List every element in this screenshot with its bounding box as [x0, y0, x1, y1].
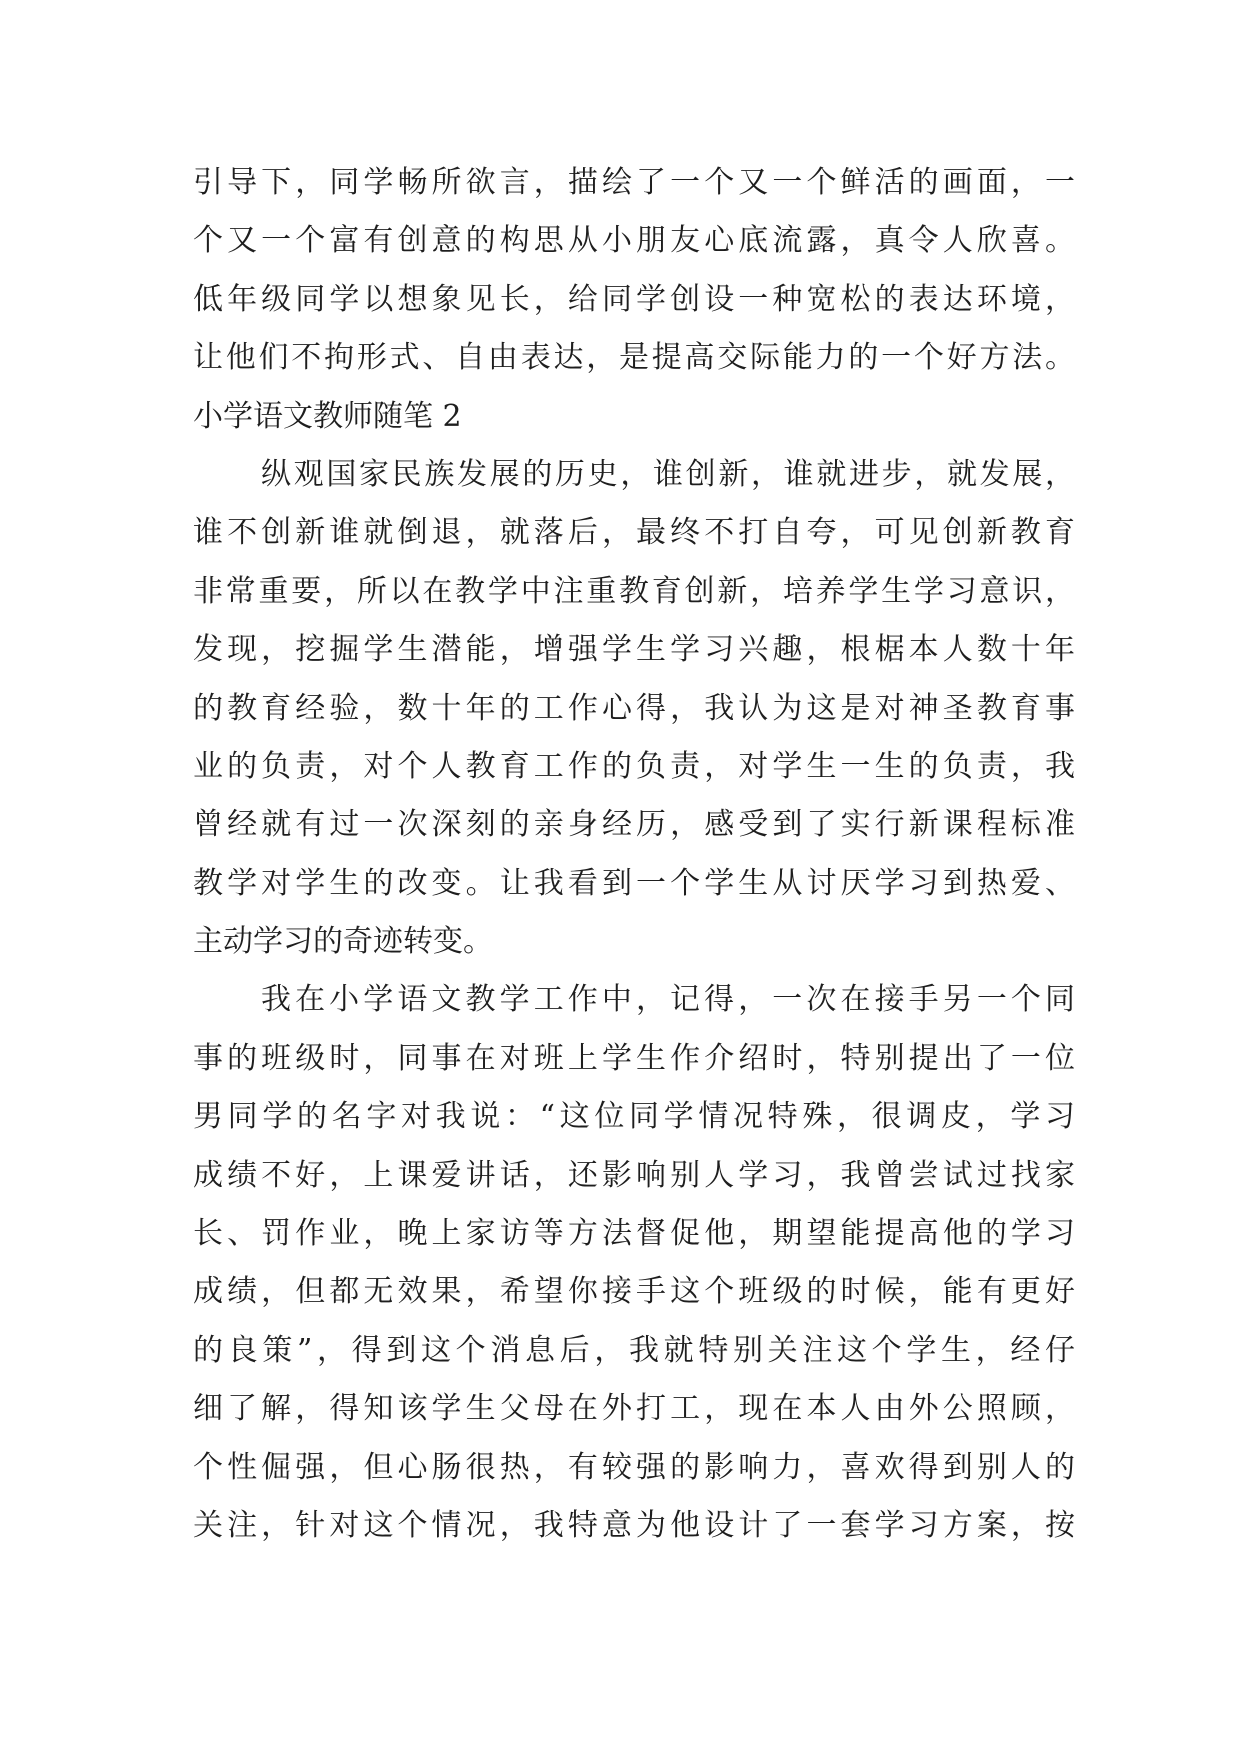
text-line: 成绩，但都无效果，希望你接手这个班级的时候，能有更好 [193, 1274, 1075, 1310]
text-line: 男同学的名字对我说：“这位同学情况特殊，很调皮，学习 [193, 1099, 1075, 1135]
text-line: 低年级同学以想象见长，给同学创设一种宽松的表达环境， [193, 281, 1075, 317]
text-line: 教学对学生的改变。让我看到一个学生从讨厌学习到热爱、 [193, 865, 1075, 901]
text-line: 的教育经验，数十年的工作心得，我认为这是对神圣教育事 [193, 690, 1075, 726]
text-line: 引导下，同学畅所欲言，描绘了一个又一个鲜活的画面，一 [193, 165, 1075, 200]
document-body [193, 154, 1075, 1555]
paragraph-2 [193, 446, 1075, 972]
text-line: 成绩不好，上课爱讲话，还影响别人学习，我曾尝试过找家 [193, 1157, 1075, 1193]
text-line: 细了解，得知该学生父母在外打工，现在本人由外公照顾， [193, 1391, 1075, 1427]
text-line: 业的负责，对个人教育工作的负责，对学生一生的负责，我 [193, 748, 1075, 784]
text-line: 非常重要，所以在教学中注重教育创新，培养学生学习意识， [193, 573, 1075, 609]
section-heading: 小学语文教师随笔 2 [193, 398, 462, 434]
text-line: 个性倔强，但心肠很热，有较强的影响力，喜欢得到别人的 [193, 1449, 1075, 1485]
text-line: 谁不创新谁就倒退，就落后，最终不打自夸，可见创新教育 [193, 515, 1075, 551]
text-line: 曾经就有过一次深刻的亲身经历，感受到了实行新课程标准 [193, 807, 1075, 843]
text-line: 我在小学语文教学工作中，记得，一次在接手另一个同 [261, 982, 1075, 1018]
text-line: 事的班级时，同事在对班上学生作介绍时，特别提出了一位 [193, 1040, 1075, 1076]
text-line: 让他们不拘形式、自由表达，是提高交际能力的一个好方法。 [193, 340, 1075, 376]
text-line: 发现，挖掘学生潜能，增强学生学习兴趣，根椐本人数十年 [193, 632, 1075, 668]
paragraph-3 [193, 971, 1075, 1555]
text-line: 长、罚作业，晚上家访等方法督促他，期望能提高他的学习 [193, 1216, 1075, 1252]
text-line: 关注，针对这个情况，我特意为他设计了一套学习方案，按 [193, 1507, 1075, 1543]
text-line: 纵观国家民族发展的历史，谁创新，谁就进步，就发展， [261, 456, 1075, 492]
text-line: 主动学习的奇迹转变。 [193, 924, 493, 960]
text-line: 的良策”，得到这个消息后，我就特别关注这个学生，经仔 [193, 1332, 1075, 1368]
paragraph-1 [193, 154, 1075, 388]
text-line: 个又一个富有创意的构思从小朋友心底流露，真令人欣喜。 [193, 223, 1075, 259]
